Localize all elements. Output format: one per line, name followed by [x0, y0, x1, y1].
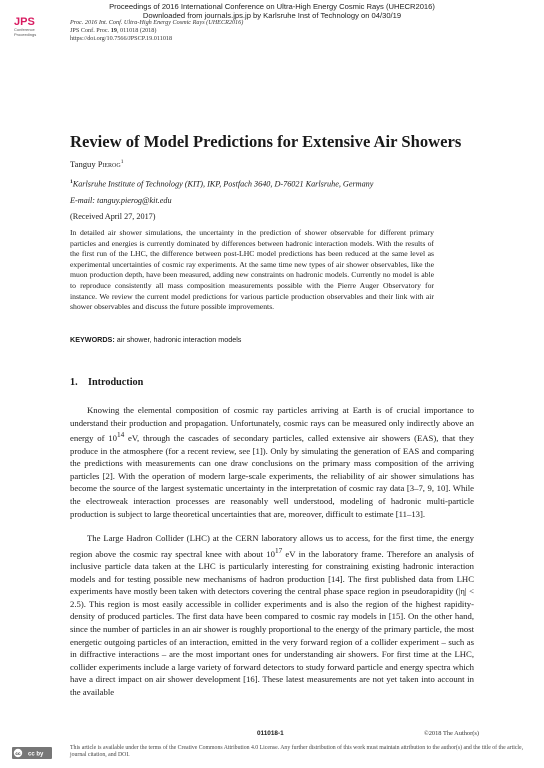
author-first-name: Tanguy — [70, 159, 98, 169]
intro-p1-part-a: Knowing the elemental composition of cosmic ray particles arriving at Earth is of crucial importance to understand their production and propagation. Unfortunately, cosmic rays can be measured only indirectly above an energy of 10 — [70, 405, 474, 444]
cc-by-icon — [12, 747, 52, 759]
intro-paragraph-1 — [70, 404, 474, 520]
cc-label: cc by — [28, 751, 44, 758]
journal-proc-line: Proc. 2016 Int. Conf. Ultra-High Energy Cosmic Rays (UHECR2016) — [70, 19, 244, 26]
intro-p1-part-b: eV, through the cascades of secondary particles, called extensive air showers (EAS), that they produce in the atmosphere (for a recent review, see [1]). Only by simulating the generation of EAS and comparing the predictions with measurements can one draw conclusions on the primary mass composition of the arriving particles [2]. With the operation of modern large-scale experiments, the reliability of air shower simulations has become the source of the largest systematic uncertainty in the interpretation of cosmic ray data [3–7, 9, 10]. While the electroweak interaction processes are reasonably well understood, modeling of hadronic multi-particle production is subject to large theoretical uncertainties that are, moreover, difficult to estimate [11–13]. — [70, 433, 475, 519]
journal-conf-suffix: , 011018 (2018) — [116, 27, 157, 35]
intro-p2-exponent: 17 — [274, 546, 283, 555]
affiliation-marker: 1 — [70, 179, 73, 185]
svg-text:Conference: Conference — [14, 27, 35, 32]
section-heading-introduction — [70, 377, 143, 388]
download-notice-line2: Downloaded from journals.jps.jp by Karlsruhe Inst of Technology on 04/30/19 — [142, 11, 402, 20]
keywords-list: air shower, hadronic interaction models — [114, 335, 242, 344]
journal-citation — [70, 27, 243, 35]
cc-by-logo — [12, 746, 52, 758]
keywords — [70, 335, 241, 344]
article-id: 011018-1 — [257, 730, 284, 737]
author-line — [70, 159, 123, 169]
intro-paragraph-2 — [70, 532, 474, 699]
svg-text:JPS: JPS — [14, 16, 35, 28]
paper-title: Review of Model Predictions for Extensive Air Showers — [70, 132, 462, 151]
jps-logo-graphic — [12, 13, 52, 38]
journal-header — [70, 19, 243, 44]
copyright: ©2018 The Author(s) — [423, 730, 479, 737]
abstract: In detailed air shower simulations, the uncertainty in the prediction of shower observable for different primary particles and energies is currently dominated by differences between hadronic interaction models. With the results of the first run of the LHC, the difference between post-LHC model predictions has been reduced at the same level as experimental uncertainties of cosmic ray experiments. At the same time new types of air shower observables, like the muon production depth, have been measured, adding new constraints on hadronic models. Currently no model is able to reproduce consistently all mass composition measurements possible with the Pierre Auger Observatory for instance. We review the current model predictions for various particle production observables and their link with air shower observables and discuss the future possible improvements. — [70, 228, 434, 312]
journal-conf-prefix: JPS Conf. Proc. — [70, 27, 111, 35]
section-number: 1. — [70, 377, 78, 388]
svg-text:cc: cc — [15, 750, 21, 756]
affiliation — [70, 179, 373, 189]
svg-text:Proceedings: Proceedings — [14, 32, 37, 37]
author-affiliation-marker: 1 — [120, 159, 124, 166]
author-email[interactable]: E-mail: tanguy.pierog@kit.edu — [70, 196, 172, 205]
intro-p2-part-b: eV in the laboratory frame. Therefore an analysis of inclusive particle data taken at the LHC is particularly interesting for constraining existing hadronic interaction models and for testing possible new mechanisms of hadron production [14]. The first published data from LHC experiments have mostly been taken with detectors covering the central phase space region in pseudorapidity (|η| < 2.5). This region is most easily accessible in collider experiments and is also the region of the highest rapidity-density of produced particles. The first data have been compared to cosmic ray models in [15]. On the other hand, since the number of particles in an air shower is roughly proportional to the energy of the primary particle, the most energetic outgoing particles of an interaction, emitted in the very forward region of a collider experiment – such as in diffractive interactions – are the most important ones for understanding air showers. For first time at the LHC, collider experiments include a large variety of forward detectors to study forward particle and energy spectra which have a direct impact on air shower development [16]. These latest measurements are not yet taken into account in the available — [70, 548, 474, 698]
download-notice-line1: Proceedings of 2016 International Conference on Ultra-High Energy Cosmic Rays (UHECR2016) — [109, 2, 435, 11]
download-notice — [0, 2, 544, 20]
journal-doi[interactable]: https://doi.org/10.7566/JPSCP.19.011018 — [70, 35, 173, 43]
section-title: Introduction — [88, 377, 144, 388]
affiliation-text: Karlsruhe Institute of Technology (KIT), IKP, Postfach 3640, D-76021 Karlsruhe, Germany — [72, 179, 374, 189]
keywords-label: KEYWORDS: — [70, 335, 115, 344]
received-date: (Received April 27, 2017) — [70, 212, 156, 221]
intro-p1-exponent: 14 — [116, 431, 125, 440]
intro-p2-part-a: The Large Hadron Collider (LHC) at the CERN laboratory allows us to access, for the first time, the energy region above the cosmic ray spectral knee with about 10 — [70, 533, 474, 559]
jps-logo — [12, 13, 52, 38]
journal-volume: 19 — [110, 27, 117, 35]
license-text: This article is available under the terms of the Creative Commons Attribution 4.0 License. Any further distribution of this work must maintain attribution to the author(s) and the title of the article, journal citation, and DOI. — [70, 745, 524, 759]
author-last-name: Pierog — [97, 160, 121, 169]
